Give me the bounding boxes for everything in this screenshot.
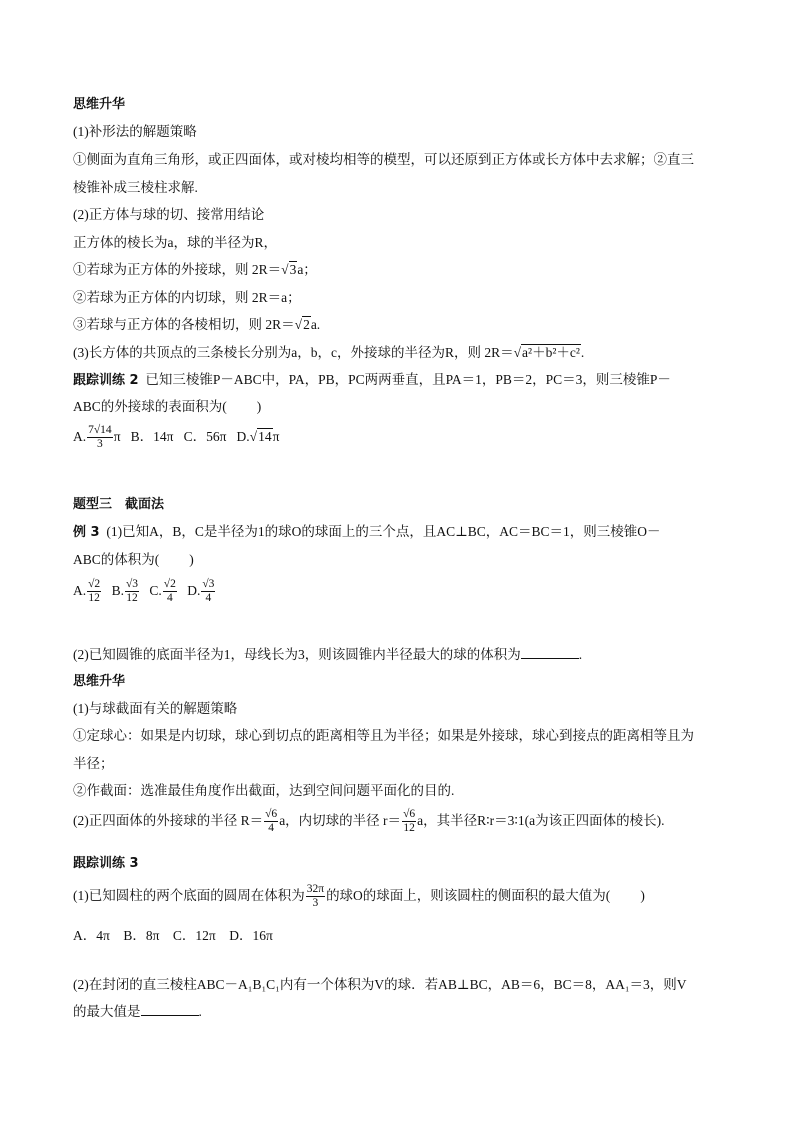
example-line	[73, 551, 194, 569]
paragraph-heading: (1)与球截面有关的解题策略	[73, 701, 238, 716]
denominator: 12	[403, 822, 415, 835]
option-d	[187, 576, 216, 606]
options-line	[73, 422, 279, 452]
text-line: ①定球心：如果是内切球，球心到切点的距离相等且为半径；如果是外接球，球心到接点的距离相等且为	[73, 728, 694, 743]
sqrt-radicand: 14	[258, 429, 272, 444]
text: ③若球与正方体的各棱相切，则 2R＝	[73, 317, 295, 332]
numerator: 32π	[306, 883, 325, 896]
example-line	[73, 523, 661, 542]
paragraph-heading: (2)正方体与球的切、接常用结论	[73, 207, 265, 222]
option-letter: C.	[149, 583, 162, 598]
fraction	[402, 808, 416, 835]
sqrt-sign: √	[249, 429, 258, 444]
options-line: A．4π B．8π C．12π D．16π	[73, 928, 273, 943]
text: .	[580, 345, 585, 360]
text: )	[256, 399, 262, 414]
text: a；	[297, 262, 317, 277]
text: ABC的体积为(	[73, 552, 160, 567]
answer-blank	[521, 646, 579, 659]
denominator: 12	[88, 592, 100, 605]
text-line: ①侧面为直角三角形，或正四面体，或对棱均相等的模型，可以还原到正方体或长方体中去求解；②直三	[73, 152, 694, 167]
text-line: 正方体的棱长为a，球的半径为R，	[73, 235, 277, 250]
formula-line	[73, 261, 317, 279]
numerator: √6	[265, 808, 278, 821]
fraction	[125, 578, 139, 605]
denominator: 3	[312, 897, 319, 910]
option-letter: D.	[187, 583, 201, 598]
question-line	[73, 1003, 202, 1021]
denominator: 4	[268, 822, 275, 835]
fraction	[163, 578, 177, 605]
exercise-label: 跟踪训练 3	[73, 856, 139, 871]
sqrt-sign: √	[281, 262, 289, 277]
text-line: ②若球为正方体的内切球，则 2R＝a；	[73, 290, 301, 305]
option-c: C．56π	[183, 429, 227, 444]
denominator: 12	[126, 592, 138, 605]
numerator: 7√14	[88, 424, 112, 437]
text-line: ②作截面：选准最佳角度作出截面，达到空间问题平面化的目的.	[73, 783, 455, 798]
text: 的最大值是	[73, 1004, 141, 1019]
text: π	[272, 429, 280, 444]
text: (1)已知圆柱的两个底面的圆周在体积为	[73, 888, 305, 903]
text: a，内切球的半径 r＝	[279, 813, 402, 828]
option-c	[149, 576, 177, 606]
exercise-line	[73, 371, 671, 390]
fraction	[201, 578, 215, 605]
sqrt-sign: √	[513, 345, 522, 360]
numerator: √3	[202, 578, 215, 591]
question-line	[73, 646, 582, 664]
option-b: B．14π	[130, 429, 174, 444]
option-letter: B.	[111, 583, 124, 598]
fraction	[306, 883, 325, 910]
text: )	[189, 552, 194, 567]
numerator: √2	[163, 578, 176, 591]
text: a，其半径R∶r＝3∶1(a为该正四面体的棱长).	[417, 813, 665, 828]
option-d	[237, 428, 280, 444]
formula-line	[73, 344, 584, 362]
option-a	[73, 424, 121, 451]
paragraph-heading: (1)补形法的解题策略	[73, 124, 197, 139]
text: ABC的外接球的表面积为(	[73, 399, 227, 414]
text: (2)正四面体的外接球的半径 R＝	[73, 813, 264, 828]
text-line: 半径；	[73, 756, 114, 771]
option-b	[112, 576, 140, 606]
section-heading: 题型三 截面法	[73, 497, 165, 512]
text-line: 棱锥补成三棱柱求解.	[73, 180, 198, 195]
numerator: √3	[125, 578, 139, 591]
text: .	[578, 647, 583, 662]
option-letter: A.	[73, 429, 87, 444]
denominator: 4	[166, 592, 173, 605]
option-letter: A.	[73, 583, 87, 598]
text: .	[198, 1004, 202, 1019]
exercise-line	[73, 398, 261, 416]
sqrt-radicand: 2	[303, 317, 310, 332]
section-heading: 思维升华	[73, 674, 126, 689]
denominator: 4	[205, 592, 212, 605]
sqrt-radicand: a²＋b²＋c²	[522, 345, 580, 360]
fraction	[87, 424, 113, 451]
numerator: √2	[88, 578, 101, 591]
text: (3)长方体的共顶点的三条棱长分别为a，b，c，外接球的半径为R，则 2R＝	[73, 345, 514, 360]
fraction	[264, 808, 278, 835]
option-letter: D.	[236, 429, 250, 444]
text: π	[113, 429, 121, 444]
fraction	[87, 578, 101, 605]
formula-line	[73, 316, 320, 334]
question-line: (2)在封闭的直三棱柱ABC－A₁B₁C₁内有一个体积为V的球．若AB⊥BC，AB＝6，BC＝8，AA₁＝3，则V	[73, 977, 687, 992]
sqrt-radicand: 3	[289, 262, 297, 277]
text: (1)已知A，B，C是半径为1的球O的球面上的三个点，且AC⊥BC，AC＝BC＝1，则三棱锥O－	[106, 524, 661, 539]
options-line	[73, 576, 222, 606]
option-a	[73, 576, 102, 606]
formula-line	[73, 806, 665, 836]
text: 的球O的球面上，则该圆柱的侧面积的最大值为(	[326, 888, 611, 903]
question-line	[73, 881, 645, 911]
text: )	[640, 888, 645, 903]
text: ①若球为正方体的外接球，则 2R＝	[73, 262, 282, 277]
numerator: √6	[403, 808, 416, 821]
example-label: 例 3	[73, 525, 100, 540]
text: a.	[310, 317, 321, 332]
text: (2)已知圆锥的底面半径为1，母线长为3，则该圆锥内半径最大的球的体积为	[73, 647, 521, 662]
section-heading: 思维升华	[73, 97, 126, 112]
denominator: 3	[97, 438, 103, 451]
text: 已知三棱锥P－ABC中，PA，PB，PC两两垂直，且PA＝1，PB＝2，PC＝3，则三棱锥P－	[145, 372, 671, 387]
answer-blank	[141, 1003, 199, 1016]
sqrt-sign: √	[294, 317, 303, 332]
exercise-label: 跟踪训练 2	[73, 373, 139, 388]
